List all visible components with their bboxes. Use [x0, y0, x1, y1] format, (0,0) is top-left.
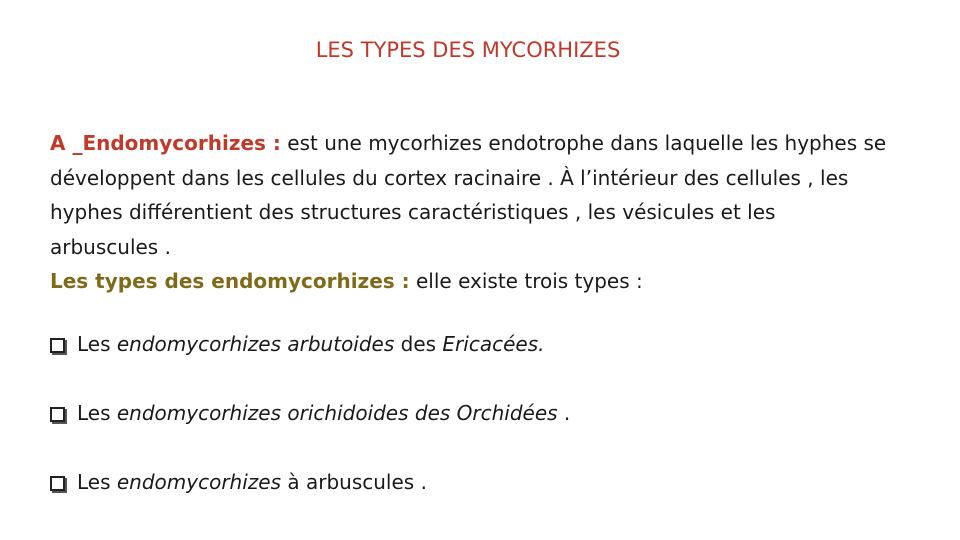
slide-title: LES TYPES DES MYCORHIZES — [315, 38, 621, 62]
list-item — [50, 397, 910, 429]
checkbox-icon — [50, 338, 65, 353]
bullet-prefix: Les — [77, 332, 117, 356]
types-label: Les types des endomycorhizes : — [50, 269, 410, 293]
types-text: elle existe trois types : — [409, 269, 643, 293]
bullet-italic: endomycorhizes arbutoides — [116, 332, 395, 356]
bullet-prefix: Les — [77, 470, 117, 494]
definition-paragraph — [50, 126, 890, 299]
bullet-italic: endomycorhizes orichidoides des Orchidées — [116, 401, 558, 425]
endomycorhizes-label: A _Endomycorhizes : — [50, 131, 281, 155]
bullet-italic: endomycorhizes — [116, 470, 282, 494]
bullet-suffix: . — [557, 401, 571, 425]
bullet-prefix: Les — [77, 401, 117, 425]
checkbox-icon — [50, 476, 65, 491]
checkbox-icon — [50, 407, 65, 422]
bullet-middle: des — [394, 332, 443, 356]
list-item — [50, 328, 910, 360]
list-item — [50, 466, 910, 498]
definition-text: est une mycorhizes endotrophe dans laquelle les hyphes se développent dans les cellules du cortex racinaire . À l’intérieur des cellules , les hyphes différentient des structures caractéristiques , les vésicules et les arbuscules . — [50, 131, 887, 259]
types-list — [50, 328, 910, 535]
bullet-italic-second: Ericacées. — [442, 332, 545, 356]
bullet-suffix: à arbuscules . — [281, 470, 427, 494]
